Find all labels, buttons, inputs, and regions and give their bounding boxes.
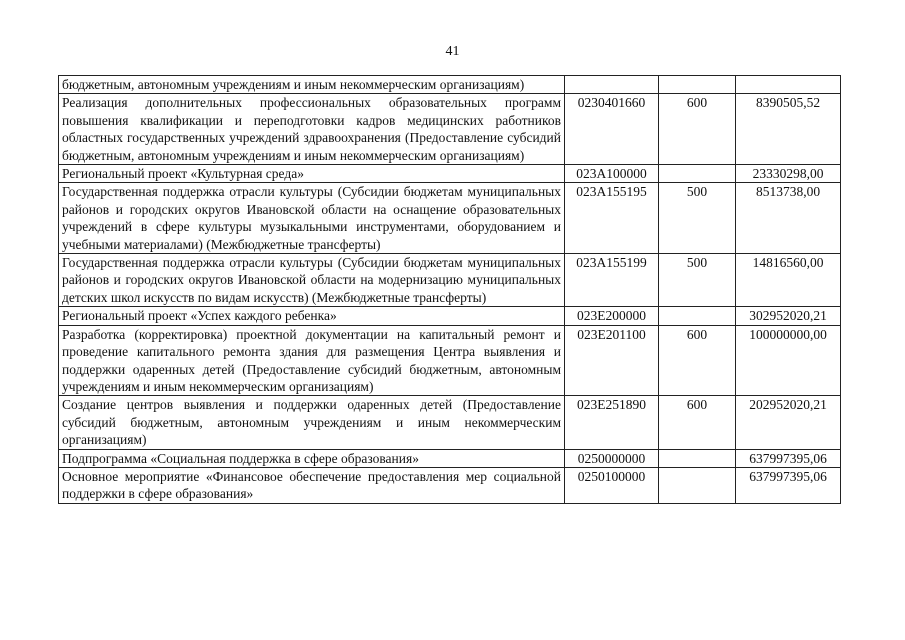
row-expense-type — [659, 165, 736, 183]
row-description: бюджетным, автономным учреждениям и иным некоммерческим организациям) — [59, 76, 565, 94]
row-expense-type: 600 — [659, 325, 736, 396]
row-description: Государственная поддержка отрасли культуры (Субсидии бюджетам муниципальных районов и городских округов Ивановской области на оснащение образовательных учреждений в сфере культуры музыкальными инструментами, оборудованием и учебными материалами) (Межбюджетные трансферты) — [59, 183, 565, 254]
row-amount: 14816560,00 — [736, 254, 841, 307]
row-amount: 637997395,06 — [736, 449, 841, 467]
table-row — [59, 396, 841, 449]
table-row — [59, 449, 841, 467]
row-code: 023А155195 — [565, 183, 659, 254]
row-expense-type: 600 — [659, 396, 736, 449]
row-code: 0250100000 — [565, 467, 659, 503]
row-expense-type: 600 — [659, 94, 736, 165]
row-code: 023А100000 — [565, 165, 659, 183]
row-expense-type: 500 — [659, 183, 736, 254]
table-row — [59, 76, 841, 94]
row-description: Подпрограмма «Социальная поддержка в сфере образования» — [59, 449, 565, 467]
row-code: 0230401660 — [565, 94, 659, 165]
budget-table — [58, 75, 841, 504]
row-code — [565, 76, 659, 94]
row-description: Региональный проект «Культурная среда» — [59, 165, 565, 183]
page-number: 41 — [445, 44, 460, 59]
row-expense-type — [659, 467, 736, 503]
row-amount: 100000000,00 — [736, 325, 841, 396]
table-row — [59, 325, 841, 396]
table-row — [59, 165, 841, 183]
row-description: Основное мероприятие «Финансовое обеспечение предоставления мер социальной поддержки в сфере образования» — [59, 467, 565, 503]
table-row — [59, 94, 841, 165]
row-expense-type — [659, 307, 736, 325]
row-code: 0250000000 — [565, 449, 659, 467]
table-row — [59, 307, 841, 325]
row-code: 023А155199 — [565, 254, 659, 307]
row-description: Государственная поддержка отрасли культуры (Субсидии бюджетам муниципальных районов и городских округов Ивановской области на модернизацию муниципальных детских школ искусств по видам искусств) (Межбюджетные трансферты) — [59, 254, 565, 307]
row-code: 023Е200000 — [565, 307, 659, 325]
row-description: Разработка (корректировка) проектной документации на капитальный ремонт и проведение капитального ремонта здания для размещения Центра выявления и поддержки одаренных детей (Предоставление субсидий бюджетным, автономным учреждениям и иным некоммерческим организациям) — [59, 325, 565, 396]
row-expense-type — [659, 76, 736, 94]
row-amount: 23330298,00 — [736, 165, 841, 183]
table-row — [59, 183, 841, 254]
row-expense-type: 500 — [659, 254, 736, 307]
row-amount: 637997395,06 — [736, 467, 841, 503]
row-description: Региональный проект «Успех каждого ребенка» — [59, 307, 565, 325]
row-code: 023Е201100 — [565, 325, 659, 396]
row-amount: 8513738,00 — [736, 183, 841, 254]
table-row — [59, 254, 841, 307]
row-description: Реализация дополнительных профессиональных образовательных программ повышения квалификации и переподготовки кадров медицинских работников областных государственных учреждений здравоохранения (Предоставление субсидий бюджетным, автономным учреждениям и иным некоммерческим организациям) — [59, 94, 565, 165]
row-amount: 302952020,21 — [736, 307, 841, 325]
row-amount: 202952020,21 — [736, 396, 841, 449]
row-description: Создание центров выявления и поддержки одаренных детей (Предоставление субсидий бюджетным, автономным учреждениям и иным некоммерческим организациям) — [59, 396, 565, 449]
row-amount: 8390505,52 — [736, 94, 841, 165]
row-expense-type — [659, 449, 736, 467]
row-amount — [736, 76, 841, 94]
table-row — [59, 467, 841, 503]
row-code: 023Е251890 — [565, 396, 659, 449]
